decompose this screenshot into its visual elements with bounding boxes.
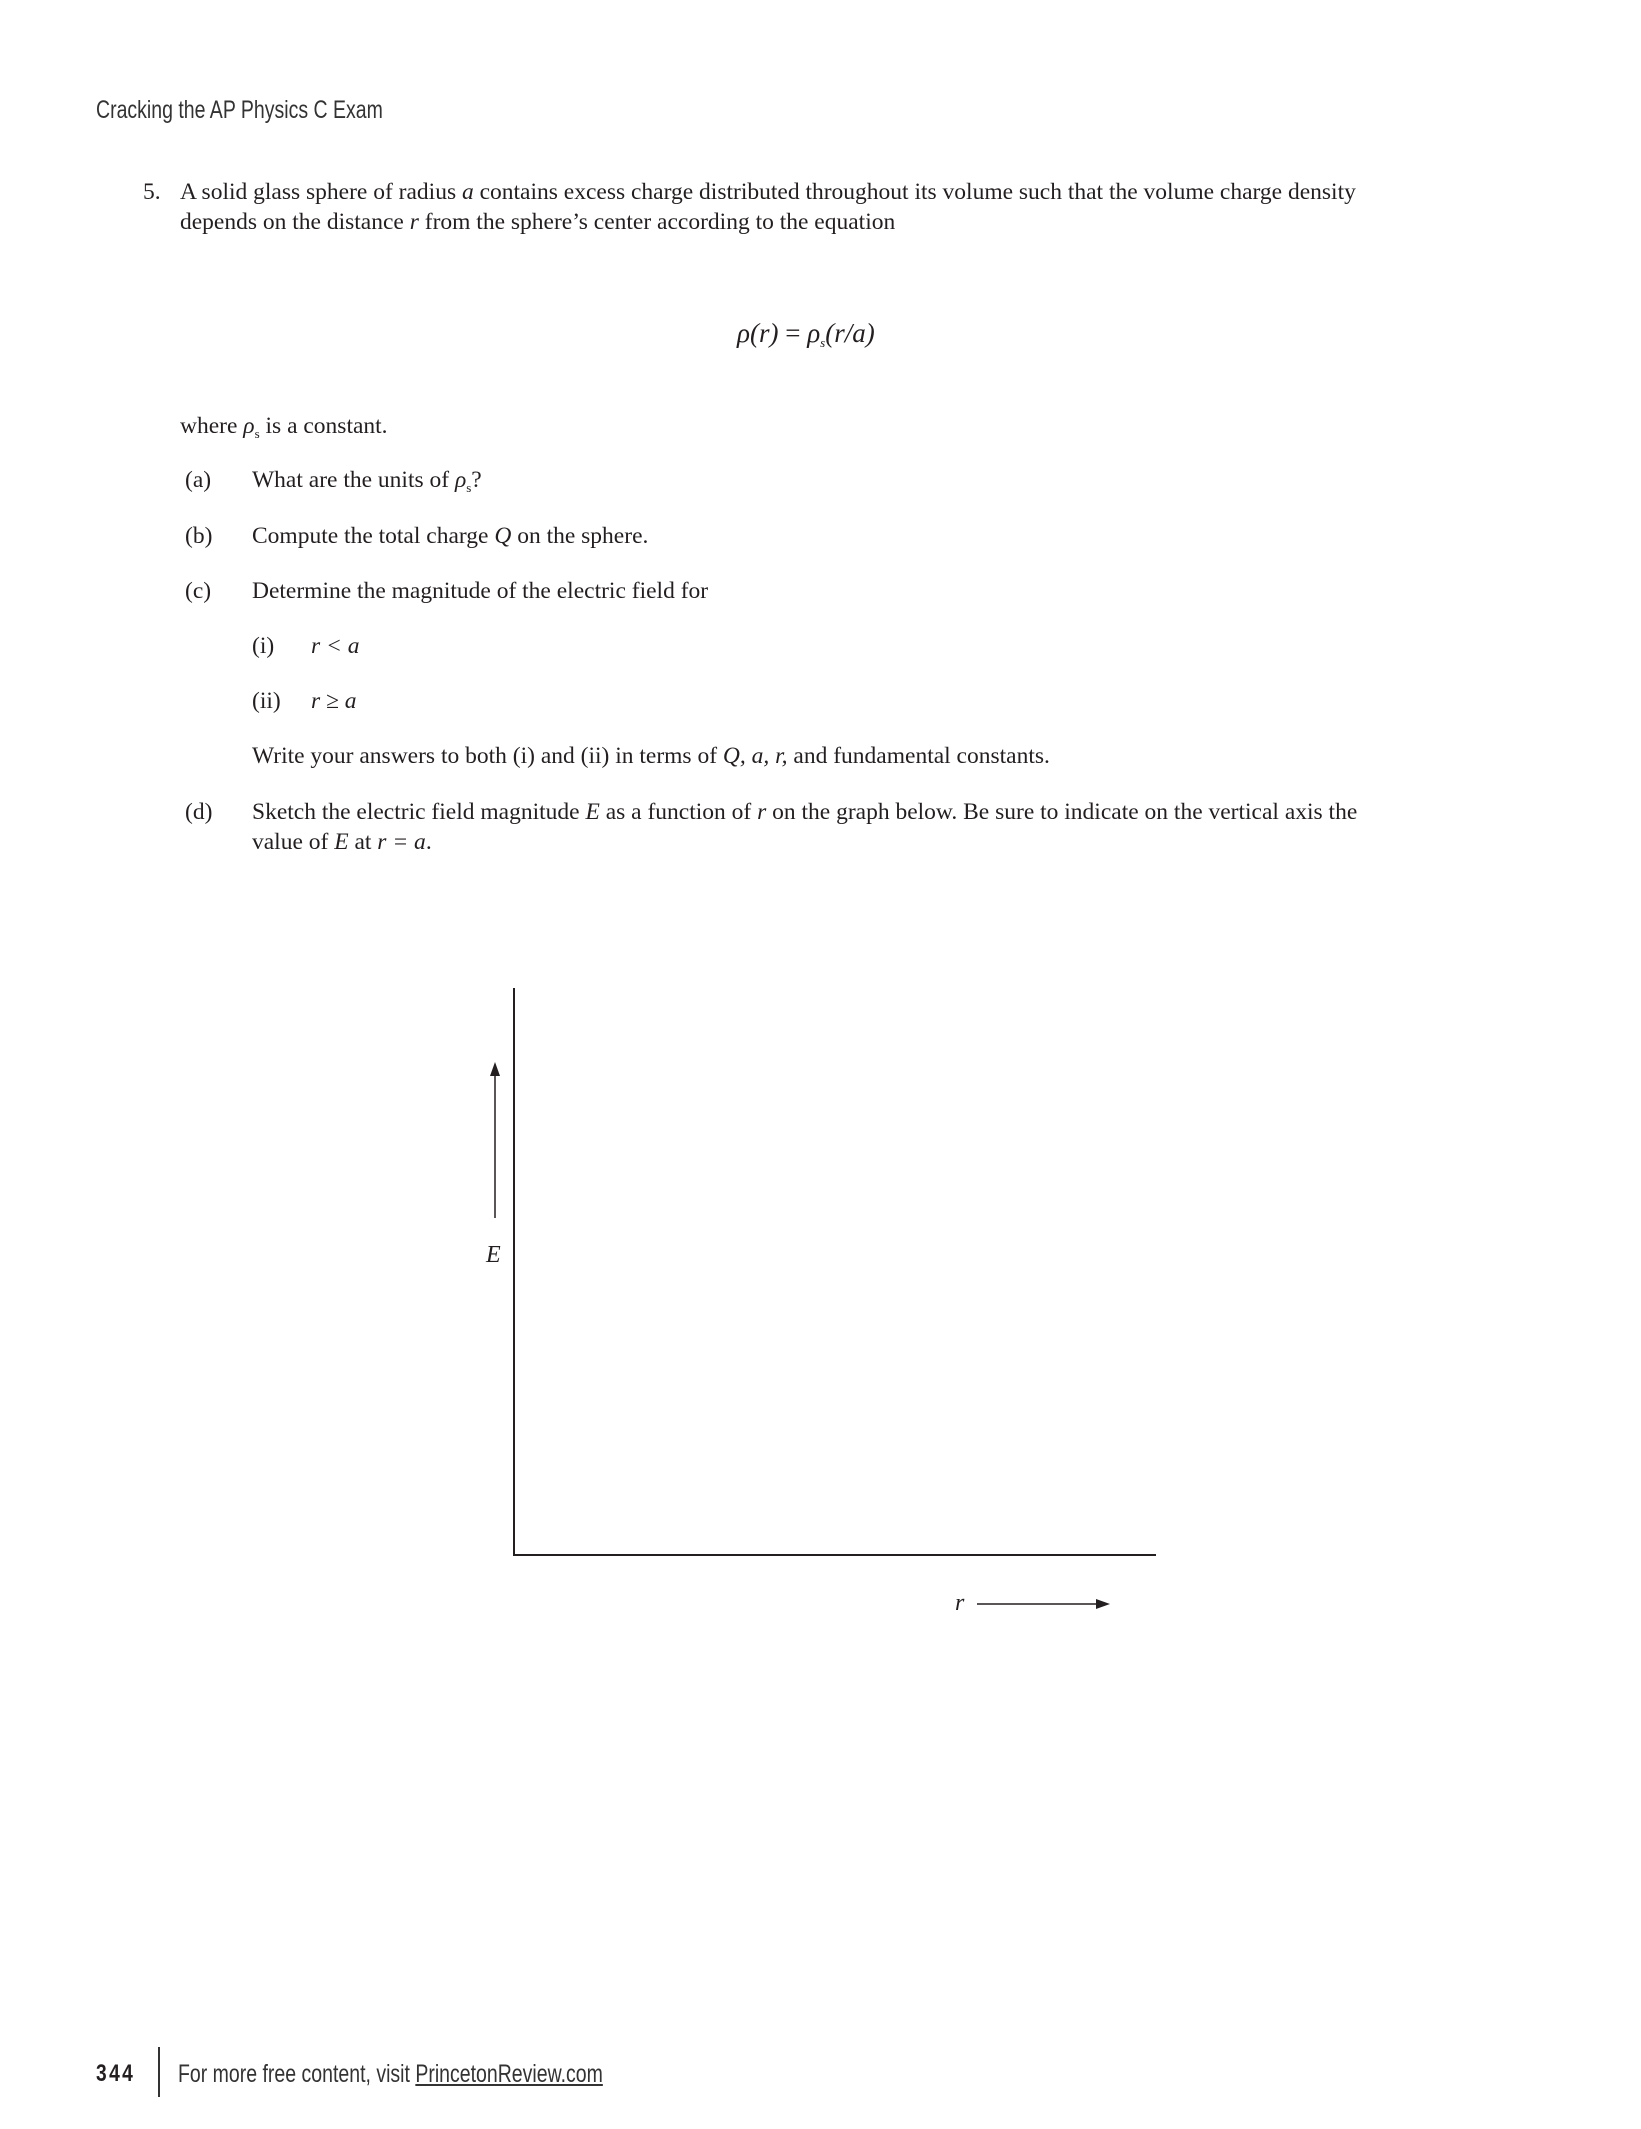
footer-text: For more free content, visit PrincetonReview.com xyxy=(178,2060,603,2088)
question-intro-line2: depends on the distance r from the sphere’s center according to the equation xyxy=(180,209,896,235)
y-arrow-head-icon xyxy=(490,1062,500,1076)
question-number: 5. xyxy=(143,179,161,205)
part-c-i-label: (i) xyxy=(252,633,275,659)
footer-divider xyxy=(158,2047,160,2097)
part-d-line2: value of E at r = a. xyxy=(252,829,432,855)
part-a-text: What are the units of $\rho_s$? xyxy=(252,467,482,495)
y-axis-label: E xyxy=(486,1242,501,1268)
running-header: Cracking the AP Physics C Exam xyxy=(96,96,383,124)
part-b-text: Compute the total charge Q on the sphere. xyxy=(252,523,649,549)
part-d-label: (d) xyxy=(185,799,213,825)
part-c-ii-expr: r ≥ a xyxy=(311,688,357,714)
part-b-label: (b) xyxy=(185,523,213,549)
question-intro-line1: A solid glass sphere of radius a contains excess charge distributed throughout its volume such that the volume charge density xyxy=(180,179,1356,205)
part-c-text: Determine the magnitude of the electric field for xyxy=(252,578,709,604)
part-c-note: Write your answers to both (i) and (ii) in terms of Q, a, r, and fundamental constants. xyxy=(252,743,1050,769)
part-c-ii-label: (ii) xyxy=(252,688,281,714)
part-c-label: (c) xyxy=(185,578,212,604)
princeton-review-link[interactable]: PrincetonReview.com xyxy=(415,2060,603,2088)
part-c-i-expr: r < a xyxy=(311,633,360,659)
x-arrow-head-icon xyxy=(1096,1599,1110,1609)
x-axis-label: r xyxy=(955,1590,965,1616)
where-clause: where $\rho_s$ is a constant. xyxy=(180,413,388,441)
part-a-label: (a) xyxy=(185,467,212,493)
page-number: 344 xyxy=(96,2060,136,2087)
part-d-line1: Sketch the electric field magnitude E as a function of r on the graph below. Be sure to indicate on the vertical axis the xyxy=(252,799,1358,825)
charge-density-equation: $\rho(r) = \rho_s(r/a)$ xyxy=(737,318,875,350)
